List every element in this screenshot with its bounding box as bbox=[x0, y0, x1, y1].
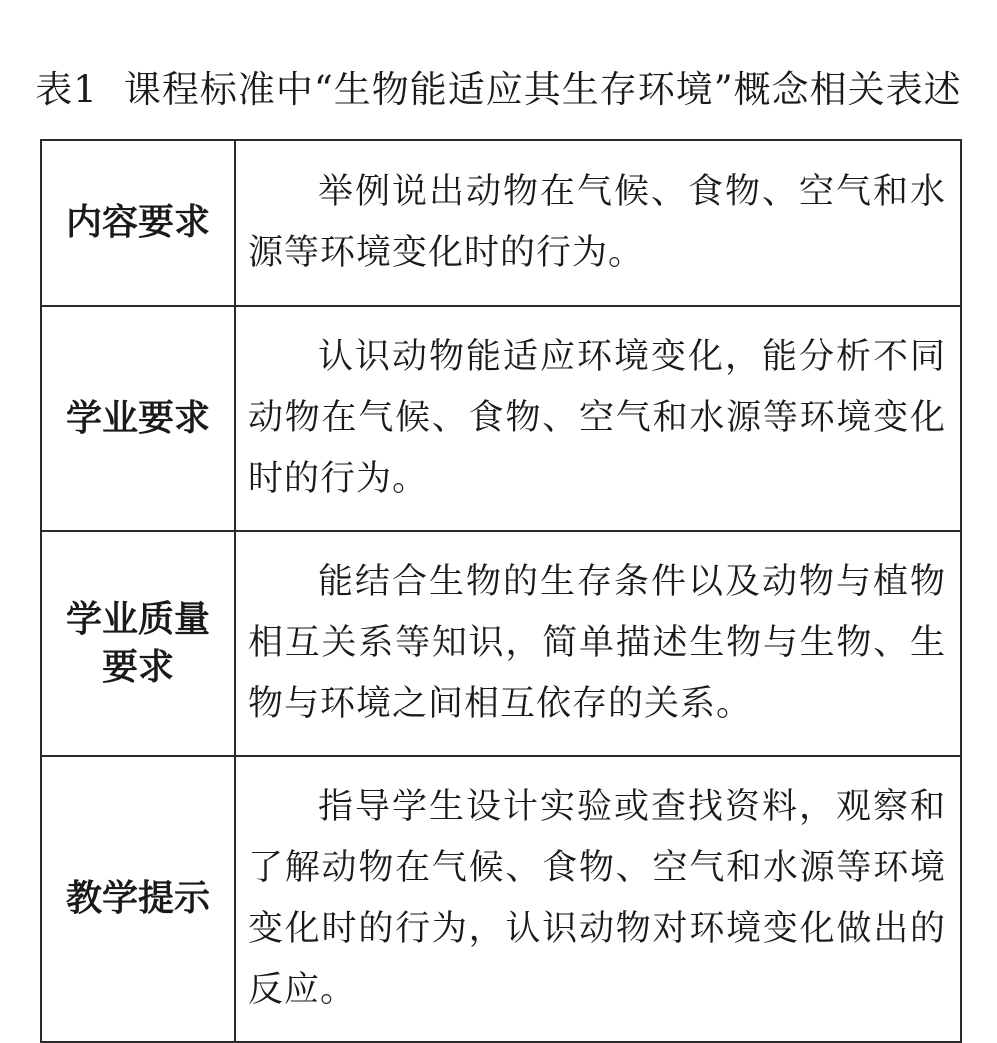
row-text: 指导学生设计实验或查找资料，观察和了解动物在气候、食物、空气和水源等环境变化时的行为，认识动物对环境变化做出的反应。 bbox=[248, 787, 946, 1010]
row-text: 能结合生物的生存条件以及动物与植物相互关系等知识，简单描述生物与生物、生物与环境之间相互依存的关系。 bbox=[248, 562, 946, 724]
row-heading bbox=[41, 531, 235, 756]
table-title: 课程标准中“生物能适应其生存环境”概念相关表述 bbox=[123, 68, 962, 111]
table-row bbox=[41, 140, 961, 306]
concept-table bbox=[40, 139, 962, 1043]
row-content bbox=[235, 306, 961, 531]
row-heading: 内容要求 bbox=[41, 140, 235, 306]
row-heading-text: 学业质量要求 bbox=[65, 598, 210, 688]
table-row bbox=[41, 756, 961, 1042]
row-content bbox=[235, 140, 961, 306]
table-number: 表1 bbox=[35, 68, 98, 111]
row-text: 认识动物能适应环境变化，能分析不同动物在气候、食物、空气和水源等环境变化时的行为。 bbox=[248, 337, 946, 499]
row-heading: 学业要求 bbox=[41, 306, 235, 531]
row-heading: 教学提示 bbox=[41, 756, 235, 1042]
row-content bbox=[235, 531, 961, 756]
row-text: 举例说出动物在气候、食物、空气和水源等环境变化时的行为。 bbox=[248, 172, 946, 273]
table-row bbox=[41, 306, 961, 531]
table-row bbox=[41, 531, 961, 756]
table-caption bbox=[0, 66, 997, 114]
row-content bbox=[235, 756, 961, 1042]
